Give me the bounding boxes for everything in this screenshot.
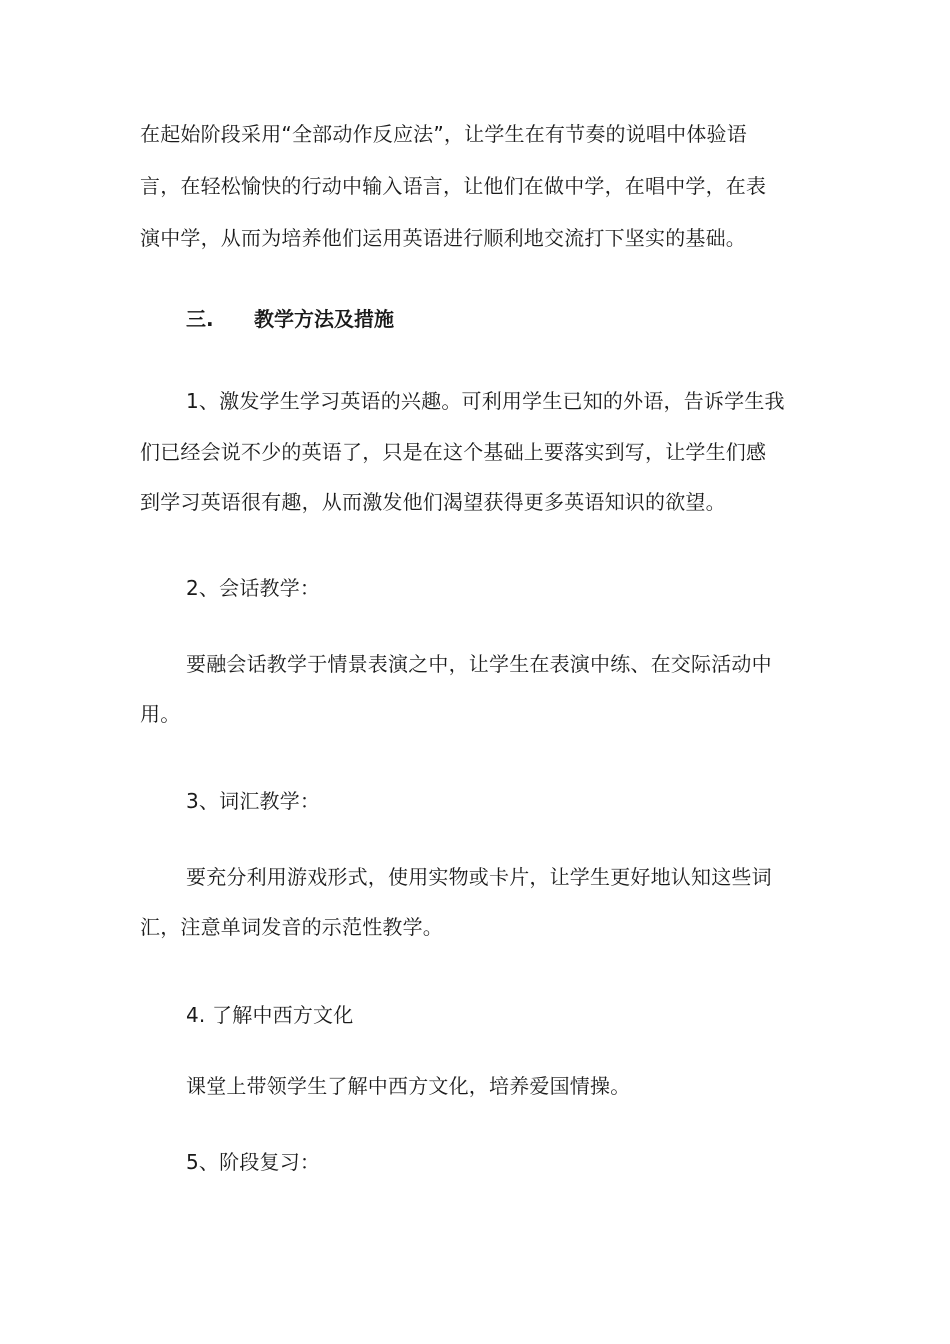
intro-paragraph-line-1: 在起始阶段采用“全部动作反应法”，让学生在有节奏的说唱中体验语 (140, 122, 747, 146)
item5-heading: 5、阶段复习： (186, 1150, 321, 1174)
item1-line-3: 到学习英语很有趣，从而激发他们渴望获得更多英语知识的欲望。 (140, 490, 726, 514)
item3-line-2: 汇，注意单词发音的示范性教学。 (140, 915, 443, 939)
item4-heading: 4. 了解中西方文化 (186, 1003, 354, 1027)
item3-heading: 3、词汇教学： (186, 789, 321, 813)
item3-line-1: 要充分利用游戏形式，使用实物或卡片，让学生更好地认知这些词 (186, 865, 772, 889)
section-heading-number: 三. (186, 307, 214, 331)
section-heading-title: 教学方法及措施 (254, 307, 394, 331)
item2-heading: 2、会话教学： (186, 576, 321, 600)
item4-line-1: 课堂上带领学生了解中西方文化，培养爱国情操。 (186, 1074, 631, 1098)
item1-line-2: 们已经会说不少的英语了，只是在这个基础上要落实到写，让学生们感 (140, 440, 767, 464)
item2-line-2: 用。 (140, 702, 181, 726)
item1-line-1: 1、激发学生学习英语的兴趣。可利用学生已知的外语，告诉学生我 (186, 389, 785, 413)
item2-line-1: 要融会话教学于情景表演之中，让学生在表演中练、在交际活动中 (186, 652, 772, 676)
intro-paragraph-line-3: 演中学，从而为培养他们运用英语进行顺利地交流打下坚实的基础。 (140, 226, 746, 250)
intro-paragraph-line-2: 言，在轻松愉快的行动中输入语言，让他们在做中学，在唱中学，在表 (140, 174, 767, 198)
